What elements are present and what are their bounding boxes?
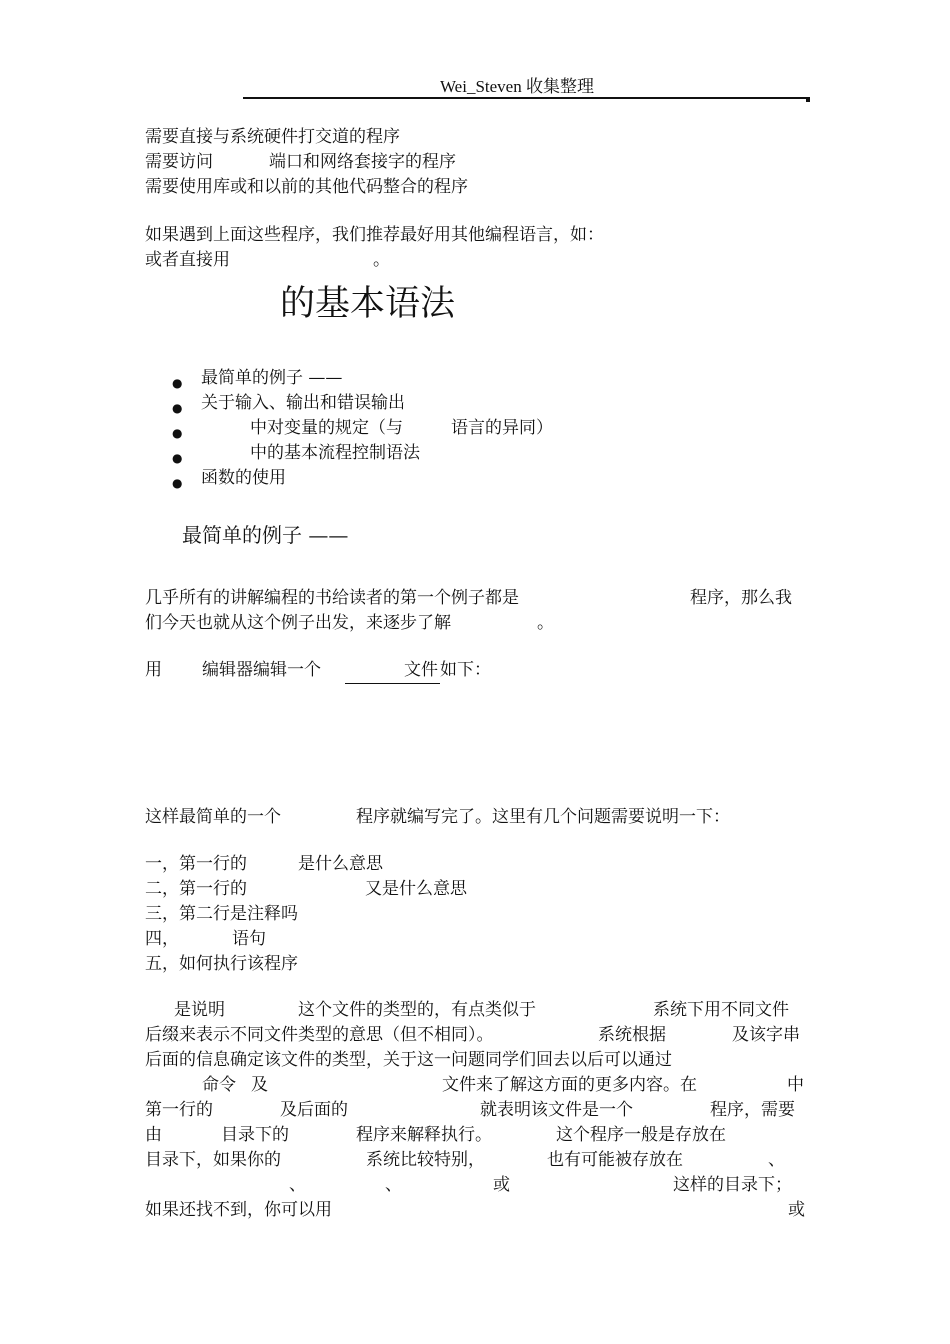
intro-line-2b: 端口和网络套接字的程序 [269, 152, 456, 172]
explain-r7d: 、 [768, 1150, 785, 1170]
explain-r4c: 文件来了解这方面的更多内容。在 [442, 1075, 697, 1095]
explain-r8d: 这样的目录下； [673, 1175, 792, 1195]
para2-a: 用 [145, 660, 162, 680]
explain-r2a: 后缀来表示不同文件类型的意思（但不相同）。 [145, 1025, 494, 1045]
explain-r9b: 或 [788, 1200, 805, 1220]
explain-r2c: 及该字串 [732, 1025, 800, 1045]
question-3: 三，第二行是注释吗 [145, 904, 298, 924]
recommend-line-2b: 。 [373, 250, 390, 270]
header-rule-tail [806, 97, 810, 102]
toc-item-1: 最简单的例子 —— [201, 368, 343, 388]
question-2a: 二，第一行的 [145, 879, 247, 899]
para1-line1b: 程序，那么我 [690, 588, 792, 608]
para1-line2a: 们今天也就从这个例子出发，来逐步了解 [145, 613, 451, 633]
toc-item-2: 关于输入、输出和错误输出 [201, 393, 405, 413]
toc-item-3a: 中对变量的规定（与 [250, 418, 403, 438]
question-1a: 一，第一行的 [145, 854, 247, 874]
para2-d: 如下： [440, 660, 491, 680]
explain-r4a: 命令 [202, 1075, 236, 1095]
explain-r5d: 程序，需要 [710, 1100, 795, 1120]
explain-r9a: 如果还找不到，你可以用 [145, 1200, 332, 1220]
para2-b: 编辑器编辑一个 [202, 660, 321, 680]
bullet-icon: ● [172, 401, 183, 415]
bullet-icon: ● [172, 451, 183, 465]
subsection-title: 最简单的例子 —— [182, 523, 349, 547]
explain-r6a: 由 [145, 1125, 162, 1145]
explain-r6d: 这个程序一般是存放在 [556, 1125, 726, 1145]
recommend-line-2a: 或者直接用 [145, 250, 230, 270]
explain-r7c: 也有可能被存放在 [547, 1150, 683, 1170]
intro-line-1: 需要直接与系统硬件打交道的程序 [145, 127, 400, 147]
explain-r3: 后面的信息确定该文件的类型，关于这一问题同学们回去以后可以通过 [145, 1050, 672, 1070]
explain-r6b: 目录下的 [221, 1125, 289, 1145]
explain-r8b: 、 [385, 1175, 402, 1195]
section-title: 的基本语法 [280, 284, 456, 324]
explain-r5c: 就表明该文件是一个 [480, 1100, 633, 1120]
bullet-icon: ● [172, 376, 183, 390]
explain-r7a: 目录下，如果你的 [145, 1150, 281, 1170]
explain-r4b: 及 [251, 1075, 268, 1095]
filename-underline [345, 683, 440, 684]
explain-r6c: 程序来解释执行。 [356, 1125, 492, 1145]
question-1b: 是什么意思 [298, 854, 383, 874]
intro-line-2a: 需要访问 [145, 152, 213, 172]
explain-r5b: 及后面的 [280, 1100, 348, 1120]
question-4a: 四， [145, 929, 179, 949]
question-4b: 语句 [232, 929, 266, 949]
toc-item-4: 中的基本流程控制语法 [250, 443, 420, 463]
header-rule [243, 97, 810, 99]
bullet-icon: ● [172, 426, 183, 440]
bullet-icon: ● [172, 476, 183, 490]
explain-r1c: 系统下用不同文件 [653, 1000, 789, 1020]
explain-r2b: 系统根据 [598, 1025, 666, 1045]
para2-c: 文件 [404, 660, 438, 680]
explain-r7b: 系统比较特别， [366, 1150, 485, 1170]
para1-line2b: 。 [537, 613, 554, 633]
para3-a: 这样最简单的一个 [145, 807, 281, 827]
para1-line1a: 几乎所有的讲解编程的书给读者的第一个例子都是 [145, 588, 519, 608]
para3-b: 程序就编写完了。这里有几个问题需要说明一下： [356, 807, 730, 827]
toc-item-3b: 语言的异同） [451, 418, 553, 438]
explain-r1a: 是说明 [174, 1000, 225, 1020]
explain-r5a: 第一行的 [145, 1100, 213, 1120]
intro-line-3: 需要使用库或和以前的其他代码整合的程序 [145, 177, 468, 197]
explain-r1b: 这个文件的类型的，有点类似于 [298, 1000, 536, 1020]
recommend-line-1: 如果遇到上面这些程序，我们推荐最好用其他编程语言，如： [145, 225, 604, 245]
page-header: Wei_Steven 收集整理 [440, 77, 594, 96]
explain-r4d: 中 [787, 1075, 804, 1095]
explain-r8c: 或 [493, 1175, 510, 1195]
explain-r8a: 、 [289, 1175, 306, 1195]
toc-item-5: 函数的使用 [201, 468, 286, 488]
question-5: 五，如何执行该程序 [145, 954, 298, 974]
question-2b: 又是什么意思 [365, 879, 467, 899]
